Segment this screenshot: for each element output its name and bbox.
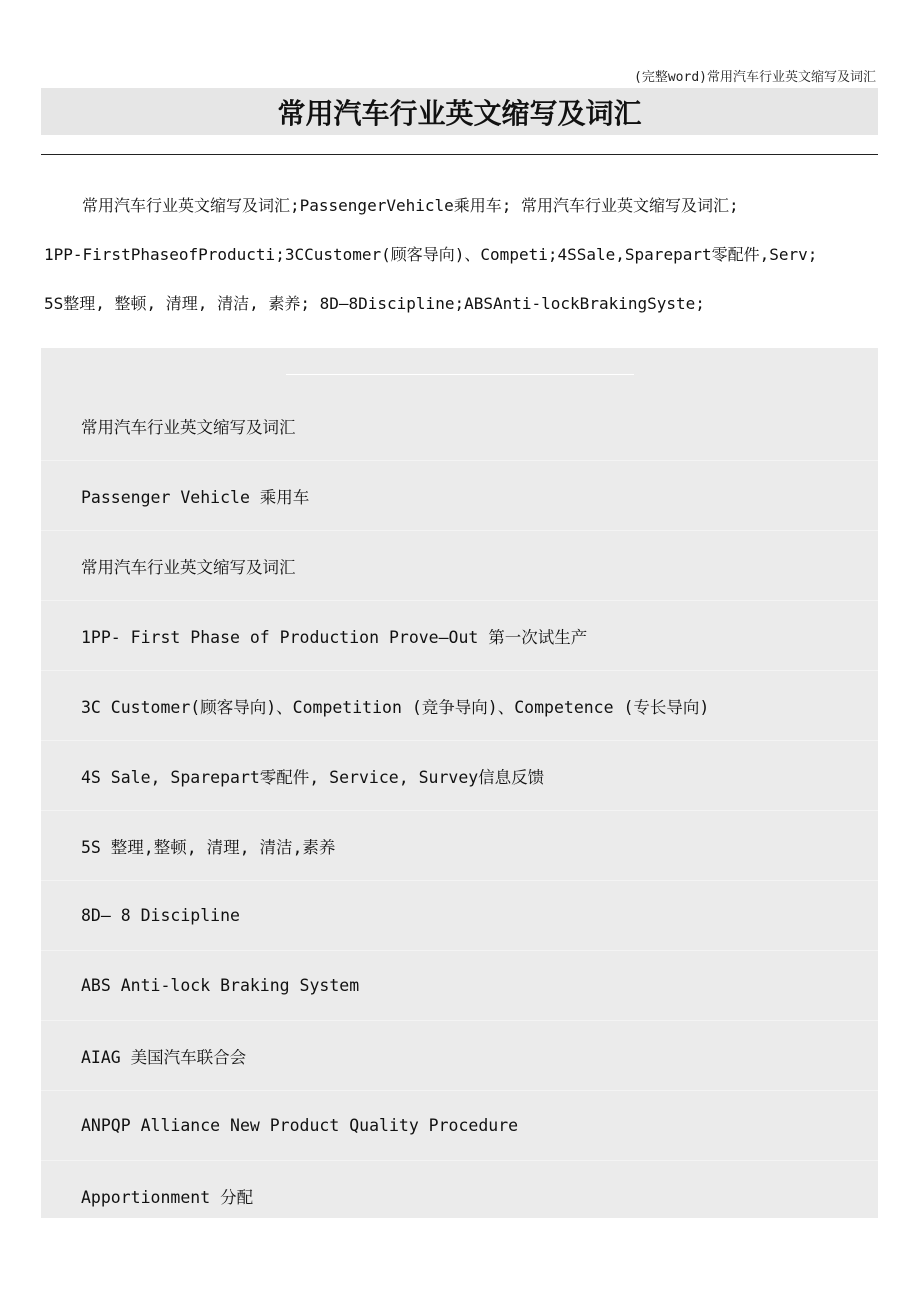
- term-row: 常用汽车行业英文缩写及词汇: [41, 531, 878, 601]
- term-row: 8D— 8 Discipline: [41, 881, 878, 951]
- title-divider: [41, 154, 878, 155]
- term-row: 4S Sale, Sparepart零配件, Service, Survey信息反馈: [41, 741, 878, 811]
- summary-line: 常用汽车行业英文缩写及词汇;PassengerVehicle乘用车; 常用汽车行业英文缩写及词汇;: [82, 196, 739, 215]
- term-row: 5S 整理,整顿, 清理, 清洁,素养: [41, 811, 878, 881]
- document-title: 常用汽车行业英文缩写及词汇: [277, 96, 642, 130]
- summary-line: 5S整理, 整顿, 清理, 清洁, 素养; 8D—8Discipline;ABSAnti-lockBrakingSyste;: [44, 294, 705, 313]
- terms-panel: [41, 348, 878, 1218]
- panel-divider: [286, 374, 634, 375]
- running-header: (完整word)常用汽车行业英文缩写及词汇: [634, 70, 876, 85]
- term-row: ANPQP Alliance New Product Quality Procedure: [41, 1091, 878, 1161]
- term-row: 1PP- First Phase of Production Prove—Out 第一次试生产: [41, 601, 878, 671]
- term-list: [41, 391, 878, 1231]
- term-row: AIAG 美国汽车联合会: [41, 1021, 878, 1091]
- term-row: 3C Customer(顾客导向)、Competition (竞争导向)、Competence (专长导向): [41, 671, 878, 741]
- term-row: ABS Anti-lock Braking System: [41, 951, 878, 1021]
- summary-paragraph: [44, 188, 880, 335]
- term-row: Passenger Vehicle 乘用车: [41, 461, 878, 531]
- summary-line: 1PP-FirstPhaseofProducti;3CCustomer(顾客导向)、Competi;4SSale,Sparepart零配件,Serv;: [44, 245, 818, 264]
- term-row: Apportionment 分配: [81, 1188, 254, 1207]
- title-bar: [41, 88, 878, 135]
- term-row: 常用汽车行业英文缩写及词汇: [41, 391, 878, 461]
